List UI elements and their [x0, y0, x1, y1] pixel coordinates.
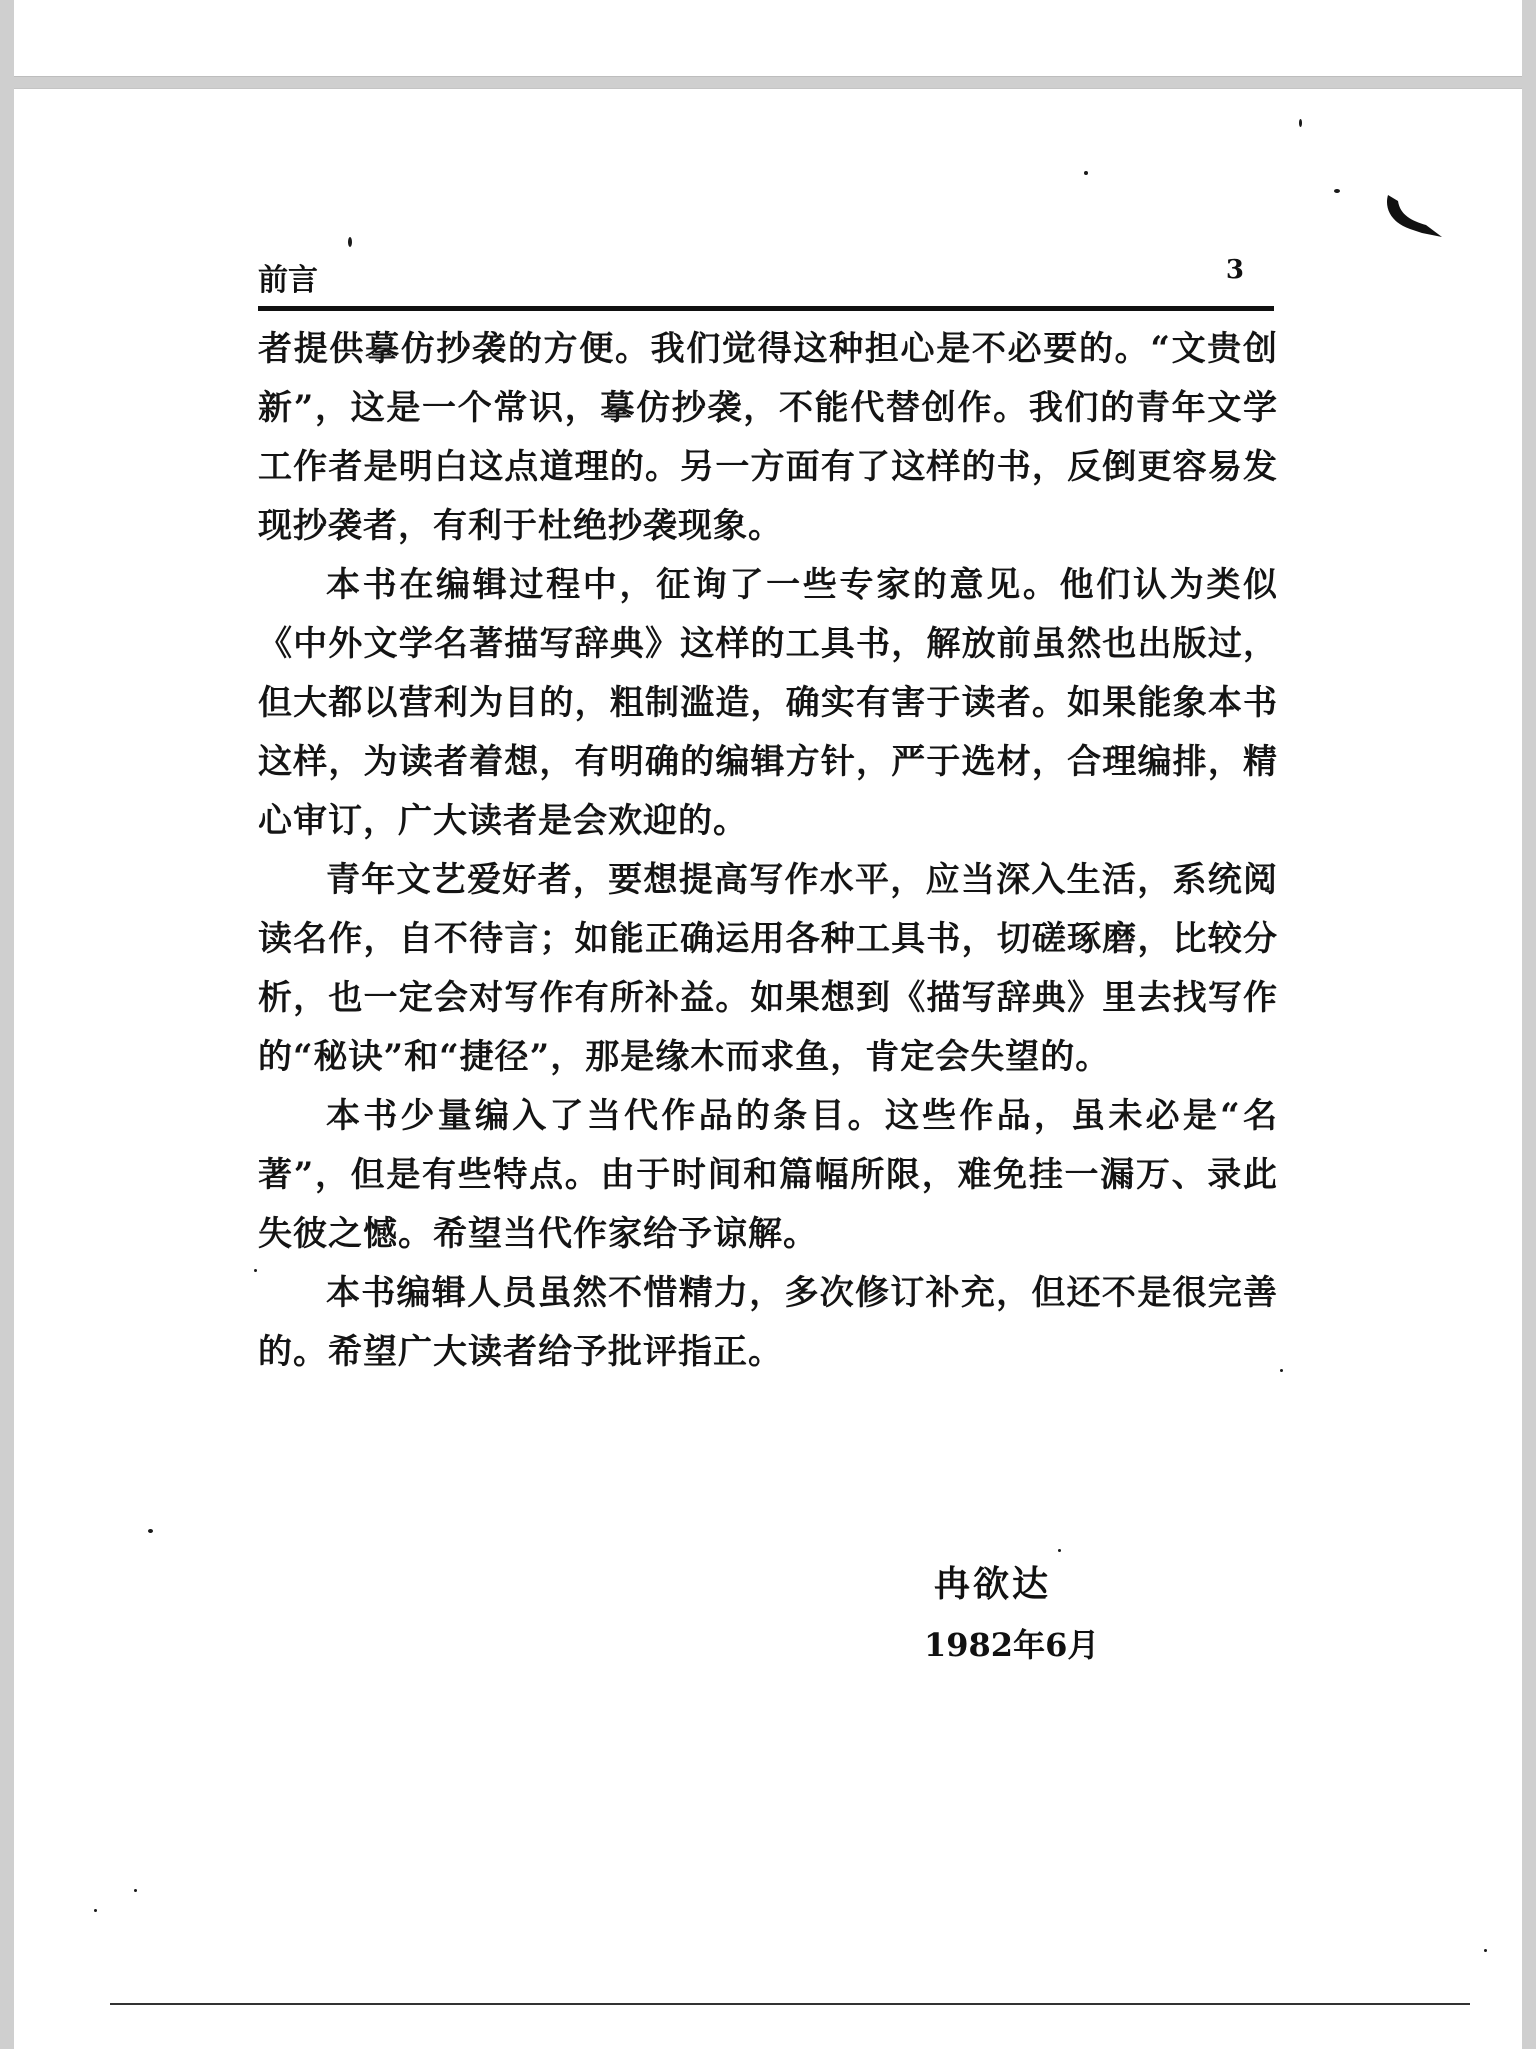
scan-speck	[348, 237, 352, 247]
scan-speck	[1280, 1369, 1283, 1372]
header-rule	[258, 306, 1274, 311]
scan-speck	[1084, 171, 1088, 175]
scan-speck	[254, 1269, 257, 1272]
previous-page-edge	[14, 0, 1522, 77]
scan-speck	[1299, 119, 1302, 127]
scan-speck	[148, 1529, 153, 1533]
ink-blot	[1382, 189, 1454, 241]
scan-speck	[1058, 1549, 1061, 1552]
paragraph: 本书少量编入了当代作品的条目。这些作品，虽未必是“名著”，但是有些特点。由于时间和篇幅所限，难免挂一漏万、录此失彼之憾。希望当代作家给予谅解。	[258, 1096, 1278, 1254]
scan-speck	[134, 1889, 137, 1892]
signature-date: 1982年6月	[924, 1626, 1100, 1664]
scan-speck	[1334, 189, 1340, 193]
paragraph: 青年文艺爱好者，要想提高写作水平，应当深入生活，系统阅读名作，自不待言；如能正确运用各种工具书，切磋琢磨，比较分析，也一定会对写作有所补益。如果想到《描写辞典》里去找写作的“秘诀”和“捷径”，那是缘木而求鱼，肯定会失望的。	[258, 860, 1278, 1077]
running-head	[246, 255, 1266, 298]
paragraph-continued: 者提供摹仿抄袭的方便。我们觉得这种担心是不必要的。“文贵创新”，这是一个常识，摹仿抄袭，不能代替创作。我们的青年文学工作者是明白这点道理的。另一方面有了这样的书，反倒更容易发现抄袭者，有利于杜绝抄袭现象。	[258, 329, 1278, 546]
scan-speck	[94, 1909, 97, 1912]
body-text	[258, 320, 1278, 1382]
page-number: 3	[1225, 255, 1244, 285]
bottom-rule	[110, 2003, 1470, 2005]
scan-speck	[1484, 1949, 1487, 1952]
signature-name: 冉欲达	[934, 1563, 1052, 1605]
paragraph: 本书编辑人员虽然不惜精力，多次修订补充，但还不是很完善的。希望广大读者给予批评指正。	[258, 1273, 1278, 1372]
section-title: 前言	[258, 263, 318, 298]
paragraph: 本书在编辑过程中，征询了一些专家的意见。他们认为类似《中外文学名著描写辞典》这样的工具书，解放前虽然也出版过，但大都以营利为目的，粗制滥造，确实有害于读者。如果能象本书这样，为读者着想，有明确的编辑方针，严于选材，合理编排，精心审订，广大读者是会欢迎的。	[258, 565, 1278, 841]
